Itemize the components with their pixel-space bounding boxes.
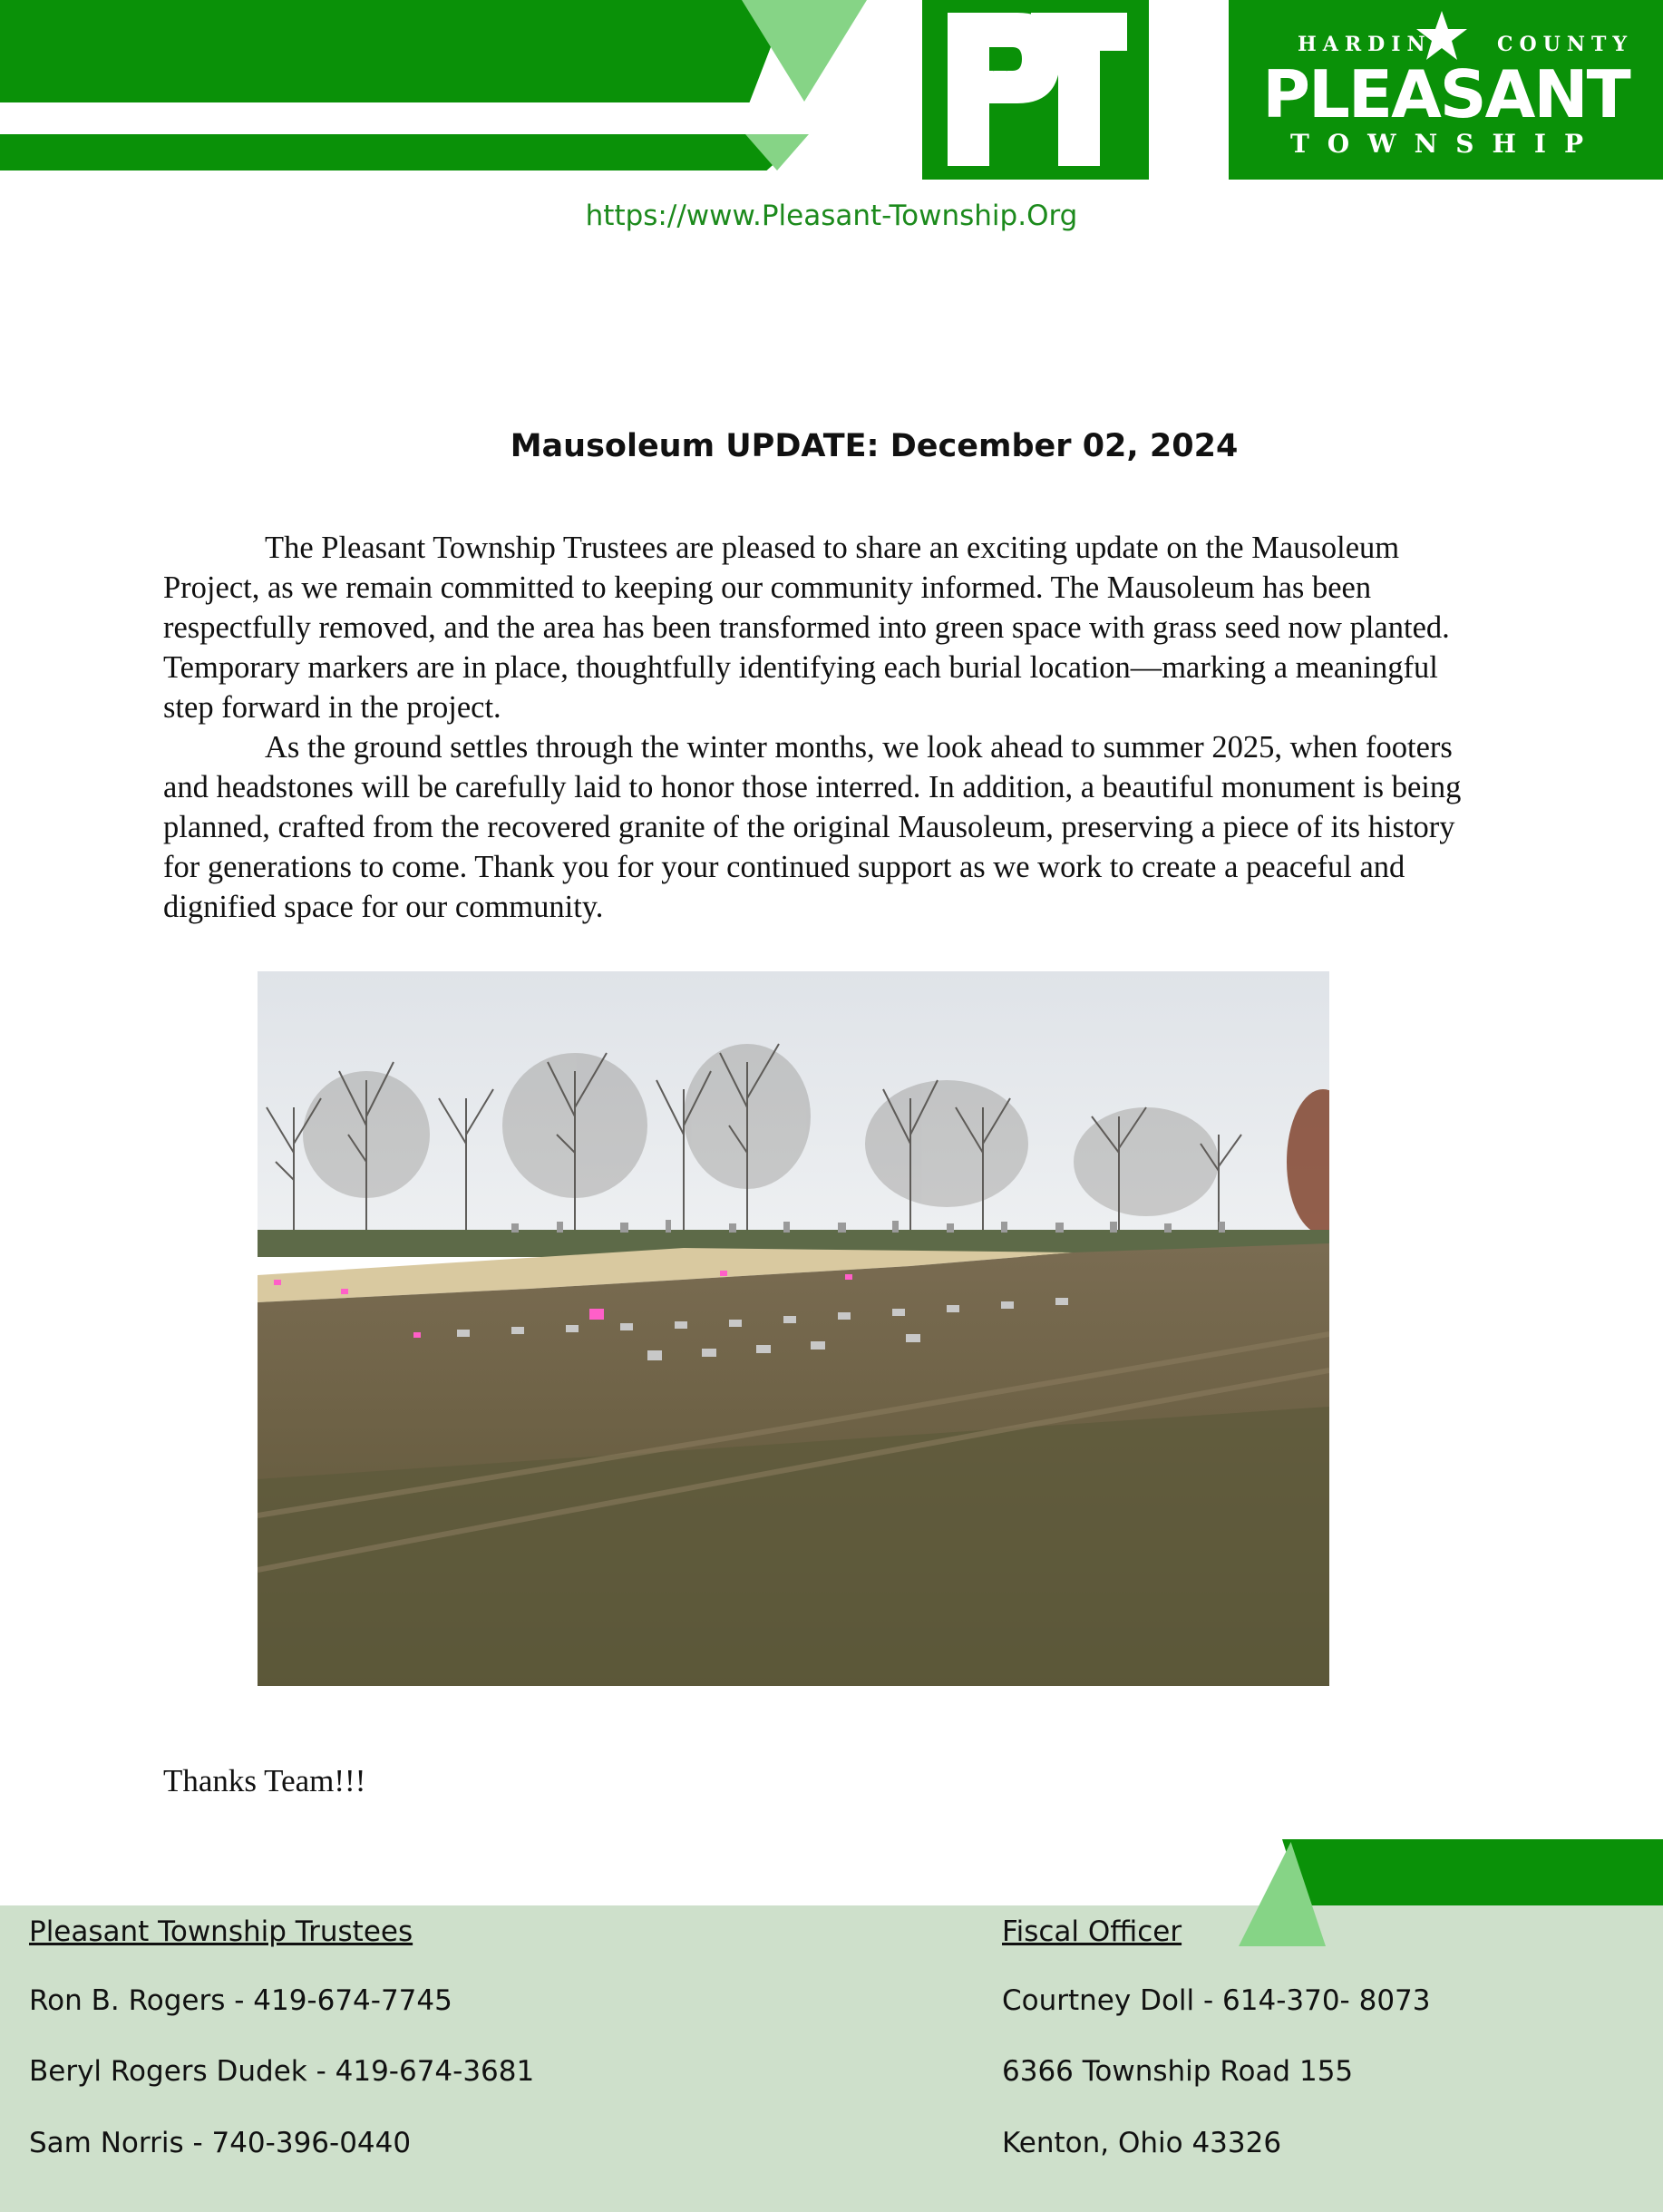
star-icon	[1415, 9, 1469, 63]
website-url[interactable]: https://www.Pleasant-Township.Org	[585, 200, 1078, 232]
cemetery-site-photo	[258, 971, 1329, 1686]
cemetery-photo-illustration	[258, 971, 1329, 1686]
article-body	[163, 528, 1478, 927]
page-title: Mausoleum UPDATE: December 02, 2024	[510, 428, 1239, 464]
logo-county-text: COUNTY	[1497, 33, 1634, 56]
logo-hardin-text: HARDIN	[1298, 33, 1432, 56]
fiscal-officer-city: Kenton, Ohio 43326	[1002, 2127, 1282, 2159]
closing-text: Thanks Team!!!	[163, 1763, 366, 1798]
trustees-heading: Pleasant Township Trustees	[29, 1915, 413, 1948]
fiscal-officer-contact: Courtney Doll - 614-370- 8073	[1002, 1984, 1431, 2017]
paragraph-1: The Pleasant Township Trustees are pleased to share an exciting update on the Mausoleum Project, as we remain committed to keeping our community informed. The Mausoleum has been respectfully removed, and the area has been transformed into green space with grass seed now planted. Temporary markers are in place, thoughtfully identifying each burial location—marking a meaningful step forward in the project.	[163, 531, 1450, 725]
header-band-bottom	[0, 134, 807, 171]
trustee-2: Beryl Rogers Dudek - 419-674-3681	[29, 2055, 535, 2088]
header-band-top	[0, 0, 789, 102]
trustee-1: Ron B. Rogers - 419-674-7745	[29, 1984, 452, 2017]
pt-logo-mark	[922, 0, 1149, 180]
trustee-3: Sam Norris - 740-396-0440	[29, 2127, 412, 2159]
fiscal-officer-heading: Fiscal Officer	[1002, 1915, 1182, 1948]
logo-township-text: TOWNSHIP	[1289, 129, 1602, 159]
paragraph-2: As the ground settles through the winter months, we look ahead to summer 2025, when footers and headstones will be carefully laid to honor those interred. In addition, a beautiful monument is being planned, crafted from the recovered granite of the original Mausoleum, preserving a piece of its history for generations to come. Thank you for your continued support as we work to create a peaceful and dignified space for our community.	[163, 730, 1462, 924]
fiscal-officer-address: 6366 Township Road 155	[1002, 2055, 1354, 2088]
pleasant-township-logo	[1229, 0, 1663, 180]
logo-pleasant-text: PLEASANT	[1262, 56, 1629, 132]
pt-logo	[922, 0, 1149, 180]
